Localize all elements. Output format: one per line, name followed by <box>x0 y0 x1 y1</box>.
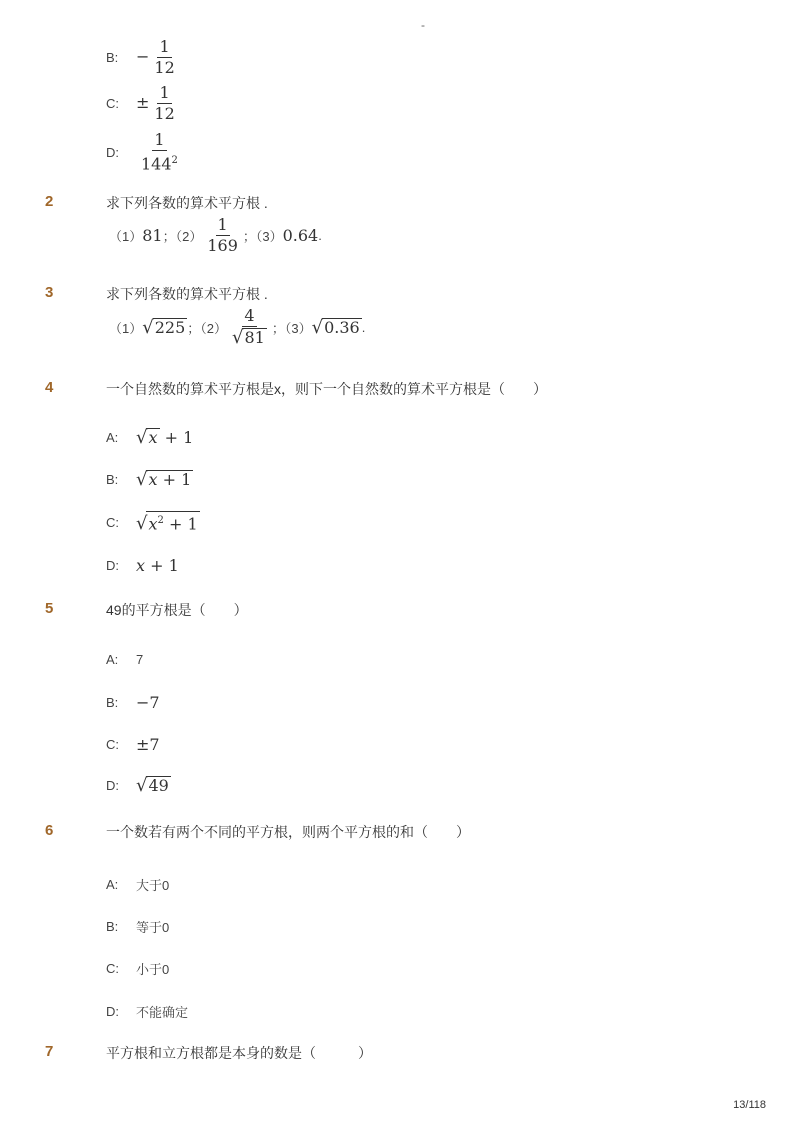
den-exponent: 2 <box>171 155 178 166</box>
radicand: x <box>148 428 158 447</box>
option-label: B: <box>106 695 119 710</box>
q6-option-c[interactable] <box>106 959 169 978</box>
numerator: 1 <box>217 215 228 234</box>
option-value: 小于0 <box>136 962 170 977</box>
q6-option-d[interactable] <box>106 1002 188 1021</box>
option-value: 7 <box>136 652 144 667</box>
option-label: B: <box>106 472 119 487</box>
denominator: 169 <box>207 236 238 255</box>
square-root <box>142 318 187 337</box>
q3-items <box>109 307 365 347</box>
radicand: 49 <box>148 776 169 795</box>
variable: x <box>148 514 158 534</box>
variable: x <box>136 556 146 575</box>
radical-sign: √ <box>232 327 244 348</box>
option-value: −7 <box>136 693 160 712</box>
value: 0.64 <box>282 226 319 245</box>
denominator <box>230 327 269 347</box>
option-label: A: <box>106 652 119 667</box>
fraction <box>205 216 240 255</box>
question-text: 求下列各数的算术平方根 . <box>106 286 268 302</box>
expression-rest: + 1 <box>164 428 194 447</box>
numerator: 4 <box>244 306 255 325</box>
variable: x <box>148 470 158 489</box>
radicand: 81 <box>244 328 265 347</box>
numerator: 1 <box>159 83 170 102</box>
q5-option-b[interactable] <box>106 693 160 712</box>
square-root <box>136 470 193 489</box>
end-mark: . <box>361 319 366 335</box>
option-label: A: <box>106 430 119 445</box>
question-number: 3 <box>45 284 54 301</box>
page-number: 13/118 <box>733 1099 766 1111</box>
q4-option-a[interactable] <box>106 428 193 447</box>
radical-sign: √ <box>136 427 148 448</box>
option-label: D: <box>106 778 119 793</box>
option-label: C: <box>106 737 119 752</box>
option-label: B: <box>106 919 119 934</box>
fraction <box>230 307 269 347</box>
separator: ；（2） <box>162 229 203 244</box>
q1-option-b[interactable] <box>106 38 180 77</box>
option-label: C: <box>106 96 119 111</box>
q4-option-c[interactable] <box>106 511 200 533</box>
question-number: 2 <box>45 193 54 210</box>
sign: − <box>136 47 150 66</box>
option-math <box>136 428 193 447</box>
radicand-rest: + 1 <box>157 470 192 489</box>
option-label: C: <box>106 961 119 976</box>
option-math <box>136 84 180 123</box>
q6-option-b[interactable] <box>106 917 169 936</box>
square-root <box>136 428 160 447</box>
option-math <box>136 470 193 489</box>
radical-sign: √ <box>311 316 324 338</box>
option-value: 等于0 <box>136 920 170 935</box>
q5-option-a[interactable] <box>106 652 143 667</box>
fraction <box>139 131 180 173</box>
option-math <box>136 38 180 77</box>
separator: ；（3） <box>271 320 312 336</box>
option-math <box>136 131 183 173</box>
square-root <box>312 318 362 337</box>
question-text: 求下列各数的算术平方根 . <box>106 195 268 211</box>
den-base: 144 <box>141 154 172 174</box>
radicand-rest: + 1 <box>163 514 198 534</box>
radicand <box>146 511 199 533</box>
header-mark: - <box>421 18 425 32</box>
option-label: A: <box>106 877 119 892</box>
question-number: 4 <box>45 379 54 396</box>
radical-sign: √ <box>136 513 148 535</box>
option-label: D: <box>106 558 119 573</box>
question-text: 平方根和立方根都是本身的数是（ ） <box>106 1045 372 1061</box>
denominator: 12 <box>154 58 175 77</box>
numerator: 1 <box>154 130 165 149</box>
q6-option-a[interactable] <box>106 875 169 894</box>
denominator: 12 <box>154 104 175 123</box>
square-root <box>232 328 267 347</box>
q2-items <box>109 216 322 255</box>
fraction <box>152 38 176 77</box>
radicand <box>146 470 193 489</box>
sign: ± <box>136 93 150 112</box>
radicand: 225 <box>154 317 186 337</box>
question-text: 一个数若有两个不同的平方根，则两个平方根的和（ ） <box>106 824 470 840</box>
q5-option-d[interactable] <box>106 776 171 795</box>
option-label: B: <box>106 50 119 65</box>
expression-rest: + 1 <box>145 556 179 575</box>
item-prefix: （1） <box>109 229 143 244</box>
question-text: 49的平方根是（ ） <box>106 602 248 618</box>
question-number: 7 <box>45 1043 54 1060</box>
option-label: D: <box>106 144 119 160</box>
option-label: D: <box>106 1004 119 1019</box>
q4-option-d[interactable] <box>106 556 179 575</box>
option-math <box>136 511 200 533</box>
square-root <box>136 776 171 795</box>
question-text: 一个自然数的算术平方根是x，则下一个自然数的算术平方根是（ ） <box>106 381 547 397</box>
q1-option-c[interactable] <box>106 84 180 123</box>
q4-option-b[interactable] <box>106 470 193 489</box>
option-math <box>136 556 179 575</box>
option-value: ±7 <box>136 735 160 754</box>
radical-sign: √ <box>136 469 148 490</box>
q1-option-d[interactable] <box>106 131 183 173</box>
radical-sign: √ <box>136 775 148 796</box>
separator: ；（3） <box>242 229 283 244</box>
question-number: 6 <box>45 822 54 839</box>
end-mark: . <box>318 228 322 243</box>
option-label: C: <box>106 514 119 530</box>
denominator <box>139 151 180 173</box>
exponent: 2 <box>157 515 164 526</box>
square-root <box>136 511 200 533</box>
radicand: 0.36 <box>324 317 360 337</box>
option-value: 大于0 <box>136 878 170 893</box>
question-number: 5 <box>45 600 54 617</box>
option-value: 不能确定 <box>136 1005 189 1020</box>
numerator: 1 <box>159 37 170 56</box>
separator: ；（2） <box>187 320 227 336</box>
radical-sign: √ <box>142 316 154 338</box>
item-prefix: （1） <box>109 320 143 336</box>
q5-option-c[interactable] <box>106 735 160 754</box>
value: 81 <box>142 226 163 245</box>
fraction <box>152 84 176 123</box>
